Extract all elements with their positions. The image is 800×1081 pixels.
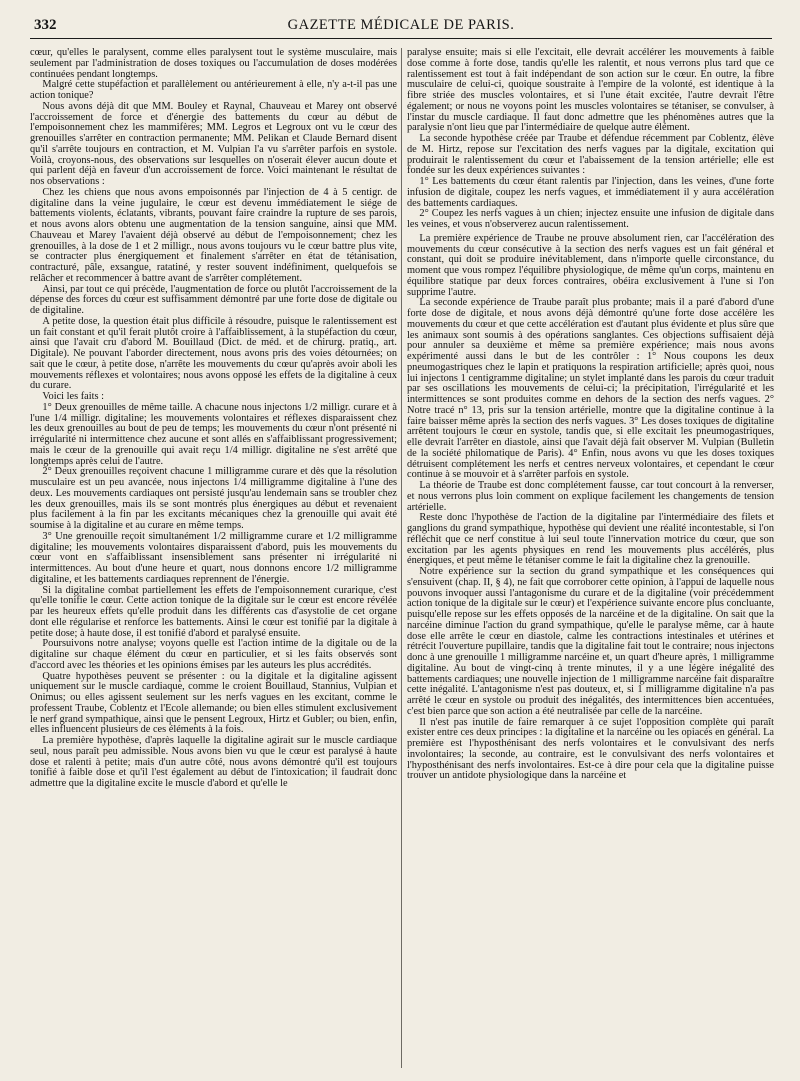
paragraph: 3° Une grenouille reçoit simultanément 1/2 milligramme curare et 1/2 milligramme digitaline; les mouvements volontaires disparaissent d'abord, puis les mouvements du cœur vont en s'affaiblissant insensiblement sans présenter ni irrégularité ni intermittences. Au bout d'une heure et quart, nous donnons encore 1/2 milligramme digitaline, et les battements cardiaques reprennent de l'énergie. bbox=[30, 530, 397, 585]
paragraph: Malgré cette stupéfaction et parallèlement ou antérieurement à elle, n'y a-t-il pas une action tonique? bbox=[30, 79, 397, 101]
right-column bbox=[407, 48, 774, 1076]
paragraph: Voici les faits : bbox=[42, 391, 104, 402]
paragraph: Si la digitaline combat partiellement les effets de l'empoisonnement curarique, c'est qu'elle tonifie le cœur. Cette action tonique de la digitale sur le cœur est encore révélée par les heureux effets qu'elle produit dans les différents cas d'asystolie de cet organe dont elle régularise et renforce les battements. Ainsi le cœur est tonifié par la digitale à petite dose; à haute dose, il est tonifié d'abord et paralysé ensuite. bbox=[30, 584, 397, 639]
paragraph: paralyse ensuite; mais si elle l'excitait, elle devrait accélérer les mouvements à faible dose comme à forte dose, tandis qu'elle les ralentit, et nous verrons plus tard que ce ralentissement est tout à fait indépendant de son action sur le cœur. En outre, la fibre musculaire de celui-ci, quoique soustraite à l'empire de la volonté, est identique à la fibre striée des muscles volontaires, et si l'une était excitée, l'autre devrait l'être également; or nous ne voyons point les muscles volontaires se tétaniser, se convulser, à l'instar du muscle cardiaque. Il faut donc admettre que les phénomènes autres que la paralysie n'ont lieu que par l'intermédiaire de quelque autre élément. bbox=[407, 48, 774, 134]
paragraph: Nous avons déjà dit que MM. Bouley et Raynal, Chauveau et Marey ont observé l'accroissement de force et d'énergie des battements du cœur au début de l'empoisonnement chez les mammifères; MM. Legros et Legroux ont vu le cœur des grenouilles s'arrêter en contraction permanente; MM. Pelikan et Claude Bernard disent qu'il s'arrête toujours en contraction, et M. Vulpian l'a vu s'arrêter parfois en systole. Voilà, croyons-nous, des observations sur lesquelles on n'oserait élever aucun doute et qui parlent déjà en faveur d'un accroissement de force. Voici maintenant le résultat de nos observations : bbox=[30, 100, 397, 187]
paragraph: A petite dose, la question était plus difficile à résoudre, puisque le ralentissement est un fait constant et qu'il ferait plutôt croire à l'affaiblissement, à la stupéfaction du cœur, ainsi que l'avait cru d'abord M. Bouillaud (Dict. de méd. et de chirurg. pratiq., art. Digitale). Ne pouvant l'aborder directement, nous avons pris des voies détournées; on sait que le cœur, à petite dose, n'arrête les mouvements du cœur qu'après avoir aboli les mouvements réflexes et volontaires; nous avons opposé les effets de la digitaline à ceux du curare. bbox=[30, 315, 397, 392]
paragraph: 2° Deux grenouilles reçoivent chacune 1 milligramme curare et dès que la résolution musculaire est un peu avancée, nous injectons 1/4 milligramme digitaline à l'une des deux. Les mouvements cardiaques ont persisté jusqu'au lendemain sans se troubler chez les deux grenouilles, mais ils se sont montrés plus énergiques au début et revenaient plus facilement à la fin par les excitants mécaniques chez la grenouille qui avait été soumise à la digitaline et au curare en même temps. bbox=[30, 466, 397, 531]
paragraph: Poursuivons notre analyse; voyons quelle est l'action intime de la digitale ou de la digitaline sur chaque élément du cœur en particulier, et si les faits observés sont d'accord avec les théories et les opinions émises par les auteurs les plus accrédités. bbox=[30, 638, 397, 671]
paragraph: Chez les chiens que nous avons empoisonnés par l'injection de 4 à 5 centigr. de digitaline dans la veine jugulaire, le cœur est devenu immédiatement le siége de battements violents, éclatants, vibrants, pouvant faire craindre la rupture de ses parois, et nous avons alors obtenu une augmentation de la tension sanguine, ainsi que MM. Chauveau et Marey l'avaient déjà observé au début de l'empoisonnement; chez les grenouilles, à la dose de 1 et 2 milligr., nous avons toujours vu le cœur battre plus vite, se contracter plus énergiquement et finalement s'arrêter en état de tétanisation, contracturé, pâle, exsangue, ratatiné, y rester souvent indéfiniment, quelquefois se relâcher et recommencer à battre avant de s'arrêter complétement. bbox=[30, 186, 397, 284]
paragraph: La seconde hypothèse créée par Traube et défendue récemment par Coblentz, élève de M. Hirtz, repose sur l'excitation des nerfs vagues par la digitale, excitation qui produirait le ralentissement du cœur et l'abaissement de la tension artérielle; elle est fondée sur les deux expériences suivantes : bbox=[407, 133, 774, 177]
article-body bbox=[30, 48, 774, 1076]
paragraph: La première expérience de Traube ne prouve absolument rien, car l'accélération des mouvements du cœur consécutive à la section des nerfs vagues est un fait général et constant, qui doit se produire inévitablement, dans n'importe quelle circonstance, du moment que vous rompez l'équilibre physiologique, de même qu'un corps, maintenu en équilibre statique par deux forces contraires, obéira exclusivement à l'une si l'on supprime l'autre. bbox=[407, 232, 774, 298]
paragraph: 1° Deux grenouilles de même taille. A chacune nous injectons 1/2 milligr. curare et à l'une 1/4 milligr. digitaline; les mouvements volontaires et réflexes disparaissent chez les deux grenouilles au bout de peu de temps; les mouvements du cœur n'ont présenté ni irrégularité ni intermittence chez aucune et sont allés en s'affaiblissant progressivement; mais le cœur de la grenouille qui avait reçu 1/4 milligr. digitaline ne s'est arrêté que longtemps après celui de l'autre. bbox=[30, 401, 397, 467]
page-header bbox=[30, 14, 772, 39]
paragraph: La théorie de Traube est donc complétement fausse, car tout concourt à la renverser, et nous verrons plus loin comment on explique facilement les changements de tension artérielle. bbox=[407, 480, 774, 513]
paragraph: 1° Les battements du cœur étant ralentis par l'injection, dans les veines, d'une forte infusion de digitale, coupez les nerfs vagues, et immédiatement il y aura accélération des battements cardiaques. bbox=[407, 176, 774, 209]
journal-title: GAZETTE MÉDICALE DE PARIS. bbox=[287, 17, 515, 33]
paragraph: Quatre hypothèses peuvent se présenter : ou la digitale et la digitaline agissent uniquement sur le muscle cardiaque, comme le croient Bouillaud, Stannius, Vulpian et Onimus; ou elles agissent seulement sur les nerfs vagues en les excitant, comme le professent Traube, Coblentz et l'Ecole allemande; ou bien elles stimulent exclusivement le nerf grand sympathique, ainsi que le pensent Legroux, Hirtz et Gubler; ou bien, enfin, elles influencent plusieurs de ces éléments à la fois. bbox=[30, 670, 397, 736]
page-number: 332 bbox=[34, 17, 57, 33]
paragraph: cœur, qu'elles le paralysent, comme elles paralysent tout le système musculaire, mais seulement par l'administration de doses toxiques ou l'accumulation de doses modérées continuées pendant longtemps. bbox=[30, 48, 397, 80]
paragraph: Ainsi, par tout ce qui précède, l'augmentation de force ou plutôt l'accroissement de la dépense des forces du cœur est suffisamment démontré par une forte dose de digitale ou de digitaline. bbox=[30, 283, 397, 316]
paragraph: La seconde expérience de Traube paraît plus probante; mais il a paré d'abord d'une forte dose de digitale, et nous avons déjà démontré qu'une forte dose accélère les mouvements du cœur et que cette accélération est d'autant plus évidente et plus sûre que les animaux sont soumis à des opérations sanglantes. Ces objections suffisaient déjà pour annuler sa deuxième et même sa première expérience; mais nous avons expérimenté aussi dans le but de les contrôler : 1° Nous coupons les deux pneumogastriques chez le lapin et pratiquons la respiration artificielle; après quoi, nous lui injectons 1 centigramme digitaline; un stylet implanté dans les parois du cœur traduit par ses oscillations les mouvements de celui-ci; la précipitation, l'irrégularité et les intermittences se sont produites comme en dehors de la section des nerfs vagues. 2° Notre tracé n° 13, pris sur la tension artérielle, montre que la digitaline continue à la faire baisser même après la section des nerfs vagues. 3° Les doses toxiques de digitaline arrêtent toujours le cœur en systole, tandis que, si elle excitait les pneumogastriques, elle devrait l'arrêter en diastole, ainsi que l'avait déjà fait observer M. Vulpian (Bulletin de la société philomatique de Paris). 4° Enfin, nous avons vu que les doses toxiques détruisent complétement les nerfs et centres nerveux volontaires, et cependant le cœur continue à se mouvoir et à s'arrêter parfois en systole. bbox=[407, 297, 774, 481]
paragraph: La première hypothèse, d'après laquelle la digitaline agirait sur le muscle cardiaque seul, nous paraît peu admissible. Nous avons bien vu que le cœur est paralysé à haute dose et ralenti à petite; mais d'un autre côté, nous avons démontré qu'il est toujours tonifié à faible dose et qu'il l'est également au début de l'intoxication; il faudrait donc admettre que la digitaline excite le muscle d'abord et qu'elle le bbox=[30, 735, 397, 789]
paragraph: Notre expérience sur la section du grand sympathique et les conséquences qui s'ensuivent (chap. II, § 4), ne fait que corroborer cette opinion, à l'appui de laquelle nous pouvons invoquer aussi l'antagonisme du curare et de la digitaline (voir précédemment action tonique de la digitale sur le cœur) et l'expérience suivante encore plus concluante, puisqu'elle repose sur les effets opposés de la narcéine et de la digitaline. On sait que la narcéine diminue l'action du grand sympathique, qu'elle le paralyse même, car à haute dose elle arrête le cœur en diastole, calme les contractions intestinales et utérines et rétrécit l'ouverture pupillaire, tandis que la digitaline fait tout le contraire; nous injectons donc à une grenouille 1 milligramme narcéine et, un quart d'heure après, 1 milligramme digitaline. Au bout de vingt-cinq à trente minutes, il y a une légère inégalité des battements cardiaques; une nouvelle injection de 1 milligramme narcéine fait disparaître cette inégalité. L'antagonisme n'est pas douteux, et, si 1 milligramme digitaline n'a pas arrêté le cœur en systole ou produit des inégalités, des intermittences bien accentuées, c'est bien parce que son action a été neutralisée par celle de la narcéine. bbox=[407, 566, 774, 717]
paragraph: Il n'est pas inutile de faire remarquer à ce sujet l'opposition complète qui paraît exister entre ces deux principes : la digitaline et la narcéine ou les opiacés en général. La première est l'hyposthénisant des nerfs volontaires et le convulsivant des nerfs involontaires; la seconde, au contraire, est le convulsivant des nerfs volontaires et l'hyposthénisant des nerfs involontaires. Est-ce à dire pour cela que la digitaline puisse trouver un antidote physiologique dans la narcéine et bbox=[407, 716, 774, 782]
paragraph: 2° Coupez les nerfs vagues à un chien; injectez ensuite une infusion de digitale dans les veines, et vous n'observerez aucun ralentissement. bbox=[407, 208, 774, 230]
left-column bbox=[30, 48, 397, 1076]
paragraph: Reste donc l'hypothèse de l'action de la digitaline par l'intermédiaire des filets et ganglions du grand sympathique, hypothèse qui devient une réalité incontestable, si l'on réfléchit que ce nerf constitue à lui seul toute l'innervation motrice du cœur, que son excitation par les agents physiques en rend les mouvements plus accélérés, plus énergiques, et peut même le tétaniser comme le fait la digitaline chez la grenouille. bbox=[407, 512, 774, 567]
